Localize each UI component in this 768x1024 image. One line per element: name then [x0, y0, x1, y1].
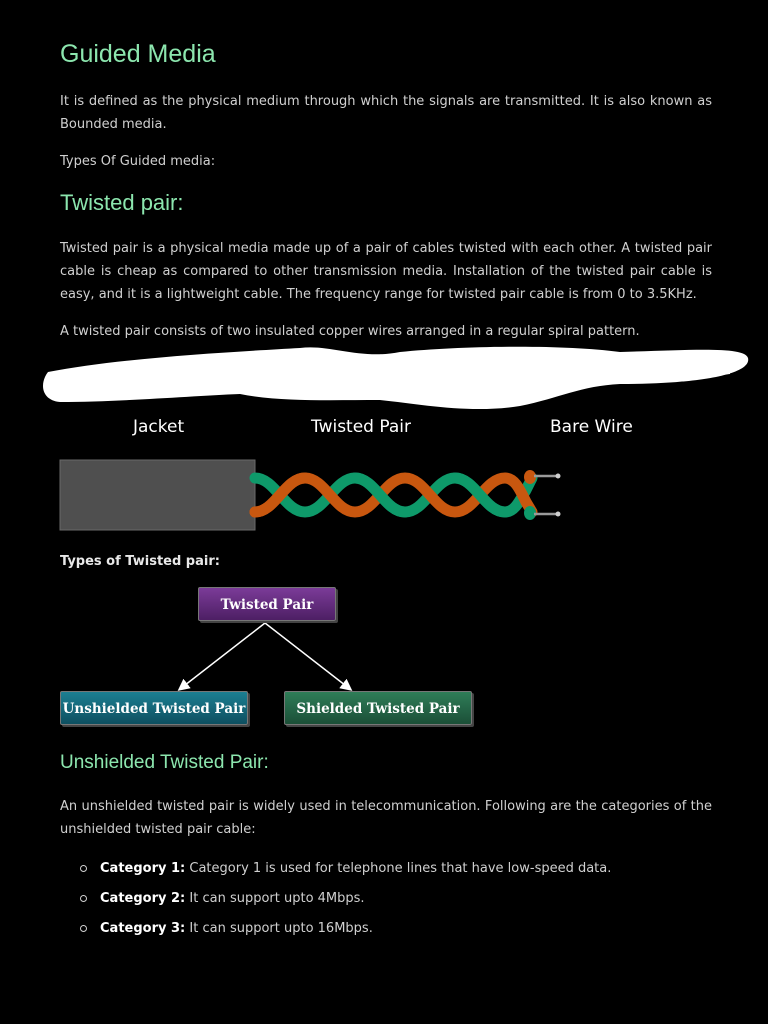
guided-media-heading: Guided Media — [60, 40, 216, 68]
category-text: Category 1 is used for telephone lines that have low-speed data. — [189, 861, 612, 876]
arrow-to-unshielded — [180, 623, 265, 689]
bare-wire-label: Bare Wire — [550, 417, 633, 437]
unshielded-twisted-pair-description: An unshielded twisted pair is widely used in telecommunication. Following are the categories of the unshielded twisted pair cable: — [60, 799, 712, 837]
list-item — [100, 854, 712, 884]
unshielded-twisted-pair-heading: Unshielded Twisted Pair: — [60, 752, 269, 773]
guided-media-description: It is defined as the physical medium through which the signals are transmitted. It is also known as Bounded media. — [60, 94, 712, 132]
category-name: Category 3: — [100, 921, 186, 936]
unshielded-twisted-pair-node: Unshielded Twisted Pair — [60, 691, 248, 725]
twisted-pair-description: Twisted pair is a physical media made up of a pair of cables twisted with each other. A twisted pair cable is cheap as compared to other transmission media. Installation of the twisted pair cable is easy, and it is a lightweight cable. The frequency range for twisted pair cable is from 0 to 3.5KHz. — [60, 241, 712, 302]
types-of-guided-media-text: Types Of Guided media: — [60, 154, 216, 169]
list-item — [100, 914, 712, 944]
cable-illustration — [0, 340, 768, 540]
twisted-wires — [255, 478, 532, 512]
twisted-pair-heading: Twisted pair: — [60, 190, 184, 215]
twisted-pair-cable-figure — [0, 340, 768, 540]
types-of-twisted-pair-label: Types of Twisted pair: — [60, 554, 220, 569]
category-text: It can support upto 16Mbps. — [189, 921, 373, 936]
category-name: Category 2: — [100, 891, 186, 906]
category-text: It can support upto 4Mbps. — [189, 891, 365, 906]
twisted-pair-root-node: Twisted Pair — [198, 587, 336, 621]
jacket-label: Jacket — [133, 417, 185, 437]
cable-jacket — [60, 460, 255, 530]
twisted-pair-types-diagram — [60, 585, 712, 735]
redaction-scribble — [43, 347, 748, 409]
category-name: Category 1: — [100, 861, 186, 876]
shielded-twisted-pair-node: Shielded Twisted Pair — [284, 691, 472, 725]
twisted-pair-consists-text: A twisted pair consists of two insulated copper wires arranged in a regular spiral pattern. — [60, 324, 640, 339]
arrow-to-shielded — [265, 623, 350, 689]
twisted-pair-label: Twisted Pair — [311, 417, 411, 437]
list-item — [100, 884, 712, 914]
category-list — [60, 854, 712, 944]
